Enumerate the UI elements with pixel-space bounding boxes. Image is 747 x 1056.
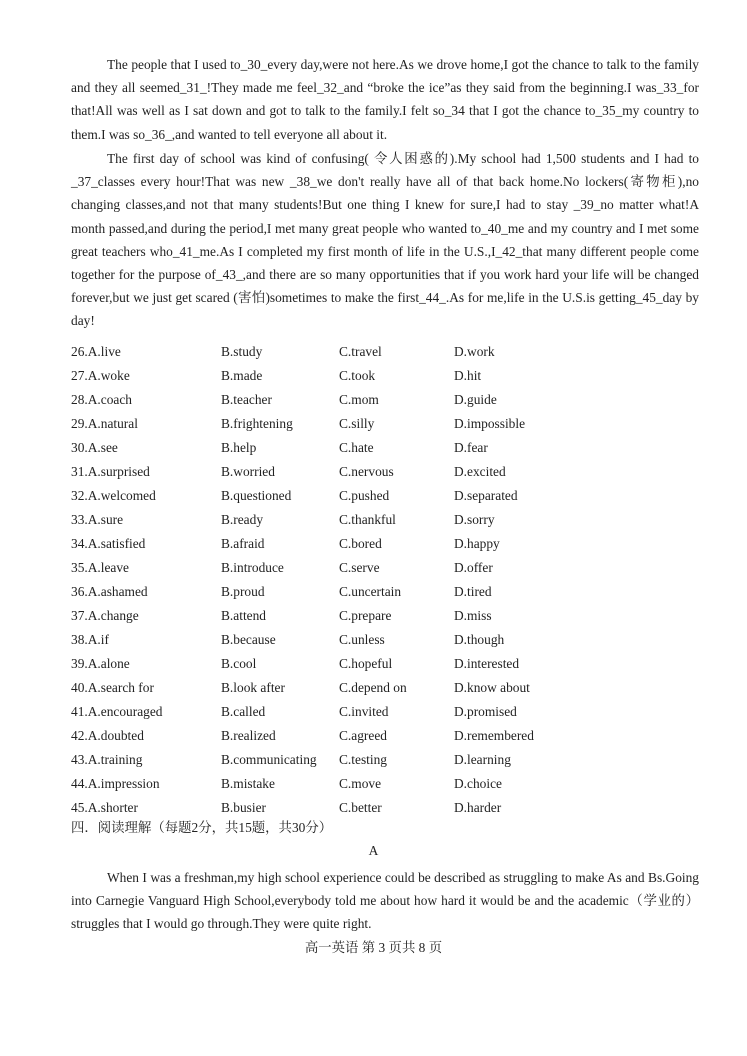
option-a: 36.A.ashamed [71, 584, 148, 599]
option-d: D.learning [454, 752, 511, 767]
option-row [71, 676, 691, 700]
option-d: D.though [454, 632, 505, 647]
option-row [71, 748, 691, 772]
option-d: D.promised [454, 704, 517, 719]
passage-paragraph-2 [71, 147, 699, 333]
option-b: B.cool [221, 656, 257, 671]
option-a: 29.A.natural [71, 416, 138, 431]
option-d: D.sorry [454, 512, 495, 527]
option-d: D.impossible [454, 416, 526, 431]
option-b: B.busier [221, 800, 267, 815]
answer-options-list [71, 340, 691, 820]
option-b: B.frightening [221, 416, 293, 431]
option-d: D.work [454, 344, 495, 359]
paragraph-text: The people that I used to_30_every day,were not here.As we drove home,I got the chance to talk to the family and they all seemed_31_!They made me feel_32_and “broke the ice”as they said from the beginning.I was_33_for that!All was well as I sat down and got to talk to the family.I felt so_34 that I got the chance to_35_my country to them.I was so_36_,and wanted to tell everyone all about it. [71, 57, 699, 142]
option-row [71, 724, 691, 748]
option-row [71, 508, 691, 532]
option-a: 35.A.leave [71, 560, 130, 575]
option-row [71, 772, 691, 796]
option-d: D.happy [454, 536, 500, 551]
option-row [71, 556, 691, 580]
option-c: C.better [339, 800, 382, 815]
option-b: B.afraid [221, 536, 265, 551]
option-row [71, 412, 691, 436]
option-b: B.attend [221, 608, 266, 623]
passage-paragraph-1 [71, 53, 699, 146]
paragraph-text: When I was a freshman,my high school experience could be described as struggling to make As and Bs.Going into Carnegie Vanguard High School,everybody told me about how hard it would be and the academic（学业的）struggles that I would go through.They were quite right. [71, 870, 699, 932]
option-d: D.guide [454, 392, 497, 407]
option-c: C.took [339, 368, 376, 383]
option-a: 38.A.if [71, 632, 109, 647]
option-a: 43.A.training [71, 752, 143, 767]
option-b: B.made [221, 368, 263, 383]
option-b: B.realized [221, 728, 276, 743]
option-row [71, 436, 691, 460]
option-row [71, 628, 691, 652]
option-d: D.separated [454, 488, 518, 503]
option-row [71, 460, 691, 484]
option-d: D.excited [454, 464, 506, 479]
option-a: 40.A.search for [71, 680, 154, 695]
option-a: 44.A.impression [71, 776, 160, 791]
option-b: B.study [221, 344, 263, 359]
option-c: C.thankful [339, 512, 396, 527]
option-a: 39.A.alone [71, 656, 130, 671]
option-row [71, 484, 691, 508]
option-c: C.testing [339, 752, 387, 767]
option-c: C.travel [339, 344, 382, 359]
option-c: C.invited [339, 704, 389, 719]
option-b: B.communicating [221, 752, 317, 767]
section-heading: 四．阅读理解（每题2分，共15题，共30分） [71, 820, 333, 835]
option-row [71, 364, 691, 388]
option-a: 27.A.woke [71, 368, 130, 383]
option-d: D.fear [454, 440, 488, 455]
option-c: C.hopeful [339, 656, 393, 671]
page-footer: 高一英语 第 3 页共 8 页 [304, 940, 443, 955]
option-a: 42.A.doubted [71, 728, 144, 743]
option-a: 32.A.welcomed [71, 488, 156, 503]
option-a: 28.A.coach [71, 392, 132, 407]
option-b: B.help [221, 440, 257, 455]
option-c: C.nervous [339, 464, 394, 479]
option-a: 37.A.change [71, 608, 139, 623]
option-a: 26.A.live [71, 344, 121, 359]
option-row [71, 532, 691, 556]
option-b: B.worried [221, 464, 275, 479]
option-b: B.because [221, 632, 276, 647]
option-a: 45.A.shorter [71, 800, 138, 815]
option-c: C.unless [339, 632, 385, 647]
option-c: C.agreed [339, 728, 387, 743]
option-b: B.teacher [221, 392, 272, 407]
option-a: 33.A.sure [71, 512, 124, 527]
option-b: B.ready [221, 512, 264, 527]
option-b: B.questioned [221, 488, 292, 503]
option-d: D.miss [454, 608, 492, 623]
option-row [71, 604, 691, 628]
option-c: C.prepare [339, 608, 392, 623]
passage-letter: A [368, 843, 379, 858]
paragraph-text: The first day of school was kind of confusing( 令人困惑的).My school had 1,500 students and I had to _37_classes every hour!That was new _38_we don't really have all of that back home.No lockers(寄物柜),no changing classes,and not that many students!But one thing I knew for sure,I had to stay _39_no matter what!A month passed,and during the period,I met many great people who wanted to_40_me and my country and I met some great teachers who_41_me.As I completed my first month of life in the U.S.,I_42_that many different people come together for the purpose of_43_,and there are so many opportunities that if you work hard your life will be changed forever,but we just get scared (害怕)sometimes to make the first_44_.As for me,life in the U.S.is getting_45_day by day! [71, 151, 699, 329]
option-row [71, 700, 691, 724]
option-d: D.choice [454, 776, 502, 791]
option-d: D.know about [454, 680, 530, 695]
option-d: D.interested [454, 656, 520, 671]
option-d: D.offer [454, 560, 493, 575]
passage-a-paragraph [71, 866, 699, 936]
option-a: 31.A.surprised [71, 464, 150, 479]
option-a: 34.A.satisfied [71, 536, 146, 551]
option-c: C.depend on [339, 680, 407, 695]
option-row [71, 652, 691, 676]
option-d: D.tired [454, 584, 492, 599]
option-b: B.mistake [221, 776, 275, 791]
option-c: C.hate [339, 440, 374, 455]
option-row [71, 388, 691, 412]
option-a: 41.A.encouraged [71, 704, 163, 719]
option-d: D.hit [454, 368, 482, 383]
option-d: D.harder [454, 800, 502, 815]
option-row [71, 340, 691, 364]
option-b: B.proud [221, 584, 265, 599]
option-b: B.introduce [221, 560, 284, 575]
option-c: C.pushed [339, 488, 390, 503]
option-c: C.mom [339, 392, 379, 407]
option-b: B.called [221, 704, 266, 719]
option-row [71, 580, 691, 604]
option-d: D.remembered [454, 728, 534, 743]
option-c: C.bored [339, 536, 382, 551]
option-c: C.silly [339, 416, 375, 431]
option-c: C.uncertain [339, 584, 402, 599]
option-c: C.serve [339, 560, 380, 575]
option-a: 30.A.see [71, 440, 118, 455]
option-b: B.look after [221, 680, 285, 695]
option-row [71, 796, 691, 820]
option-c: C.move [339, 776, 382, 791]
